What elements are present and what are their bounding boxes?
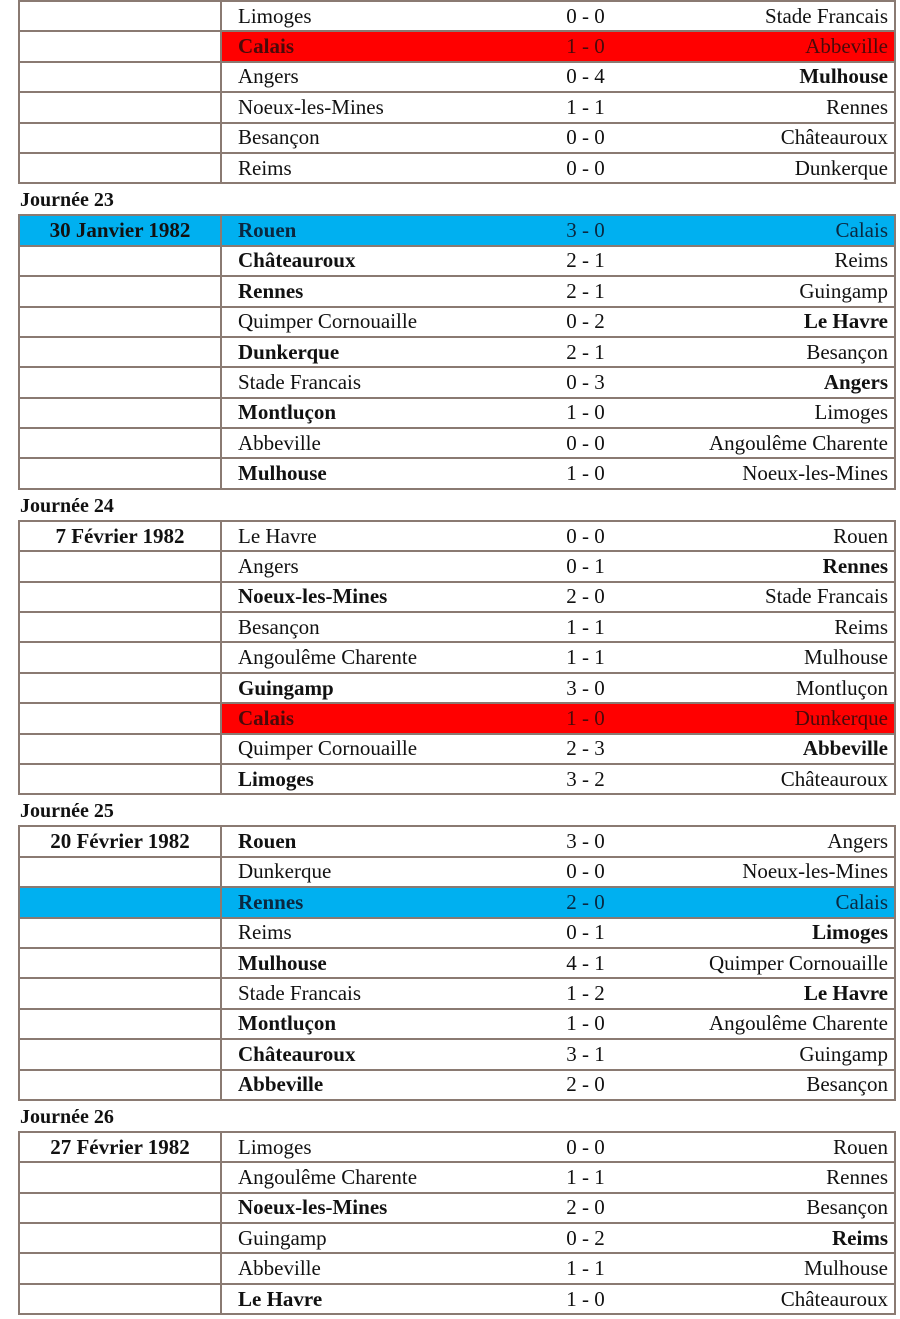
home-team: Rennes [221, 887, 538, 917]
round-table [18, 1131, 896, 1315]
home-team: Stade Francais [221, 978, 538, 1008]
round-date [19, 398, 221, 428]
match-row [19, 31, 895, 61]
round-date [19, 764, 221, 794]
match-score: 2 - 1 [538, 276, 633, 306]
round-date [19, 153, 221, 183]
match-score: 0 - 3 [538, 367, 633, 397]
match-row [19, 276, 895, 306]
home-team: Guingamp [221, 1223, 538, 1253]
home-team: Stade Francais [221, 367, 538, 397]
match-score: 1 - 0 [538, 31, 633, 61]
match-row [19, 458, 895, 488]
round-date [19, 673, 221, 703]
match-score: 3 - 0 [538, 673, 633, 703]
round-date [19, 978, 221, 1008]
round-heading: Journée 25 [20, 800, 114, 823]
home-team: Guingamp [221, 673, 538, 703]
match-row [19, 1253, 895, 1283]
round-date [19, 1193, 221, 1223]
away-team: Besançon [633, 337, 895, 367]
round-date [19, 428, 221, 458]
round-table [18, 520, 896, 796]
match-row [19, 367, 895, 397]
away-team: Guingamp [633, 276, 895, 306]
home-team: Noeux-les-Mines [221, 1193, 538, 1223]
match-score: 1 - 1 [538, 642, 633, 672]
match-score: 1 - 1 [538, 92, 633, 122]
round-date [19, 246, 221, 276]
round-table [18, 214, 896, 490]
away-team: Rouen [833, 1134, 888, 1159]
match-score: 1 - 0 [538, 1009, 633, 1039]
away-team: Le Havre [633, 307, 895, 337]
home-team: Abbeville [221, 428, 538, 458]
match-score: 4 - 1 [538, 948, 633, 978]
match-score: 3 - 1 [538, 1039, 633, 1069]
match-row [19, 703, 895, 733]
home-team: Limoges [238, 1134, 312, 1159]
match-score: 1 - 0 [538, 398, 633, 428]
away-team: Stade Francais [764, 3, 888, 28]
match-row [19, 215, 895, 245]
away-team: Le Havre [633, 978, 895, 1008]
home-team: Quimper Cornouaille [221, 307, 538, 337]
round-date: 7 Février 1982 [19, 521, 221, 551]
round-date [19, 582, 221, 612]
away-team: Rennes [633, 1162, 895, 1192]
round-date: 20 Février 1982 [19, 826, 221, 856]
away-team: Calais [633, 215, 895, 245]
round-date [19, 1223, 221, 1253]
match-row [19, 307, 895, 337]
match-score: 0 - 0 [538, 123, 633, 153]
round-date [19, 337, 221, 367]
match-row [19, 92, 895, 122]
match-score: 2 - 0 [538, 1193, 633, 1223]
match-score: 1 - 1 [538, 1253, 633, 1283]
home-team: Abbeville [221, 1070, 538, 1100]
home-team: Mulhouse [221, 948, 538, 978]
match-row [19, 1070, 895, 1100]
match-score: 0 - 1 [538, 551, 633, 581]
home-team: Rouen [238, 829, 297, 854]
match-row [19, 428, 895, 458]
match-row [19, 62, 895, 92]
home-team: Montluçon [221, 398, 538, 428]
round-date [19, 734, 221, 764]
round-date: 30 Janvier 1982 [19, 215, 221, 245]
match-score: 2 - 0 [538, 887, 633, 917]
away-team: Guingamp [633, 1039, 895, 1069]
away-team: Stade Francais [633, 582, 895, 612]
home-team: Rouen [221, 215, 538, 245]
home-team: Châteauroux [221, 246, 538, 276]
home-team: Calais [221, 703, 538, 733]
match-row [19, 123, 895, 153]
round-date [19, 703, 221, 733]
match-score: 0 - 1 [538, 918, 633, 948]
match-score: 1 - 0 [538, 703, 633, 733]
round-date [19, 1253, 221, 1283]
away-team: Dunkerque [633, 703, 895, 733]
home-team: Angers [221, 551, 538, 581]
round-table [18, 0, 896, 184]
home-team: Dunkerque [221, 857, 538, 887]
match-row [19, 1223, 895, 1253]
round-date [19, 31, 221, 61]
match-row [19, 887, 895, 917]
match-row [19, 337, 895, 367]
match-score: 3 - 0 [538, 215, 633, 245]
round-date [19, 1162, 221, 1192]
match-score: 0 - 0 [538, 857, 633, 887]
match-score: 0 - 2 [538, 307, 633, 337]
round-date: 27 Février 1982 [19, 1132, 221, 1162]
home-team: Calais [221, 31, 538, 61]
round-table [18, 825, 896, 1101]
match-row [19, 1284, 895, 1314]
home-team: Limoges [238, 3, 312, 28]
away-team: Rouen [833, 523, 888, 548]
match-row [19, 246, 895, 276]
away-team: Limoges [633, 398, 895, 428]
match-score: 0 - 2 [538, 1223, 633, 1253]
round-date [19, 123, 221, 153]
round-date [19, 367, 221, 397]
away-team: Abbeville [633, 31, 895, 61]
match-score: 2 - 0 [538, 1070, 633, 1100]
match-row [19, 734, 895, 764]
away-team: Mulhouse [633, 1253, 895, 1283]
match-row [19, 582, 895, 612]
away-team: Quimper Cornouaille [633, 948, 895, 978]
round-heading: Journée 23 [20, 189, 114, 212]
away-team: Mulhouse [633, 62, 895, 92]
home-team: Reims [221, 918, 538, 948]
round-date [19, 276, 221, 306]
away-team: Angoulême Charente [633, 428, 895, 458]
away-team: Limoges [633, 918, 895, 948]
match-score: 1 - 0 [538, 458, 633, 488]
match-row [19, 642, 895, 672]
round-date [19, 642, 221, 672]
round-date [19, 1070, 221, 1100]
match-score: 1 - 0 [538, 1284, 633, 1314]
away-team: Dunkerque [633, 153, 895, 183]
match-row [19, 978, 895, 1008]
match-score: 1 - 2 [538, 978, 633, 1008]
away-team: Calais [633, 887, 895, 917]
home-team: Dunkerque [221, 337, 538, 367]
match-score: 1 - 1 [538, 1162, 633, 1192]
away-team: Abbeville [633, 734, 895, 764]
match-row [19, 1, 895, 31]
away-team: Besançon [633, 1193, 895, 1223]
match-row [19, 1039, 895, 1069]
away-team: Reims [633, 1223, 895, 1253]
match-score: 0 - 0 [538, 153, 633, 183]
home-team: Besançon [221, 612, 538, 642]
match-row [19, 857, 895, 887]
away-team: Reims [633, 246, 895, 276]
match-row [19, 612, 895, 642]
round-date [19, 307, 221, 337]
match-score: 3 - 2 [538, 764, 633, 794]
match-score: 3 - 0 [566, 829, 605, 854]
away-team: Châteauroux [633, 1284, 895, 1314]
home-team: Rennes [221, 276, 538, 306]
round-date [19, 551, 221, 581]
round-date [19, 857, 221, 887]
match-score: 2 - 1 [538, 337, 633, 367]
match-row [19, 826, 895, 856]
match-score: 2 - 0 [538, 582, 633, 612]
home-team: Noeux-les-Mines [221, 582, 538, 612]
round-date [19, 92, 221, 122]
round-date [19, 918, 221, 948]
round-date [19, 1009, 221, 1039]
away-team: Montluçon [633, 673, 895, 703]
match-row [19, 1132, 895, 1162]
home-team: Quimper Cornouaille [221, 734, 538, 764]
home-team: Abbeville [221, 1253, 538, 1283]
round-date [19, 948, 221, 978]
match-row [19, 1193, 895, 1223]
match-score: 2 - 3 [538, 734, 633, 764]
match-row [19, 948, 895, 978]
home-team: Reims [221, 153, 538, 183]
match-row [19, 764, 895, 794]
match-score: 0 - 0 [538, 428, 633, 458]
away-team: Reims [633, 612, 895, 642]
away-team: Besançon [633, 1070, 895, 1100]
match-score: 1 - 1 [538, 612, 633, 642]
away-team: Mulhouse [633, 642, 895, 672]
round-date [19, 1, 221, 31]
match-row [19, 1009, 895, 1039]
match-score: 0 - 4 [538, 62, 633, 92]
round-date [19, 458, 221, 488]
match-row [19, 153, 895, 183]
away-team: Noeux-les-Mines [633, 458, 895, 488]
home-team: Montluçon [221, 1009, 538, 1039]
match-row [19, 551, 895, 581]
round-date [19, 1284, 221, 1314]
round-date [19, 1039, 221, 1069]
away-team: Angers [827, 829, 888, 854]
match-score: 0 - 0 [566, 523, 605, 548]
match-score: 0 - 0 [566, 3, 605, 28]
away-team: Angoulême Charente [633, 1009, 895, 1039]
home-team: Châteauroux [221, 1039, 538, 1069]
match-score: 2 - 1 [538, 246, 633, 276]
home-team: Angoulême Charente [221, 1162, 538, 1192]
match-row [19, 521, 895, 551]
round-date [19, 612, 221, 642]
home-team: Angers [221, 62, 538, 92]
round-date [19, 62, 221, 92]
away-team: Angers [633, 367, 895, 397]
round-heading: Journée 24 [20, 494, 114, 517]
away-team: Rennes [633, 92, 895, 122]
match-row [19, 918, 895, 948]
round-date [19, 887, 221, 917]
match-row [19, 673, 895, 703]
home-team: Mulhouse [221, 458, 538, 488]
home-team: Le Havre [221, 1284, 538, 1314]
home-team: Le Havre [238, 523, 317, 548]
home-team: Limoges [221, 764, 538, 794]
away-team: Noeux-les-Mines [633, 857, 895, 887]
match-score: 0 - 0 [566, 1134, 605, 1159]
round-heading: Journée 26 [20, 1105, 114, 1128]
match-row [19, 1162, 895, 1192]
home-team: Noeux-les-Mines [221, 92, 538, 122]
home-team: Angoulême Charente [221, 642, 538, 672]
away-team: Châteauroux [633, 123, 895, 153]
away-team: Rennes [633, 551, 895, 581]
match-row [19, 398, 895, 428]
away-team: Châteauroux [633, 764, 895, 794]
home-team: Besançon [221, 123, 538, 153]
